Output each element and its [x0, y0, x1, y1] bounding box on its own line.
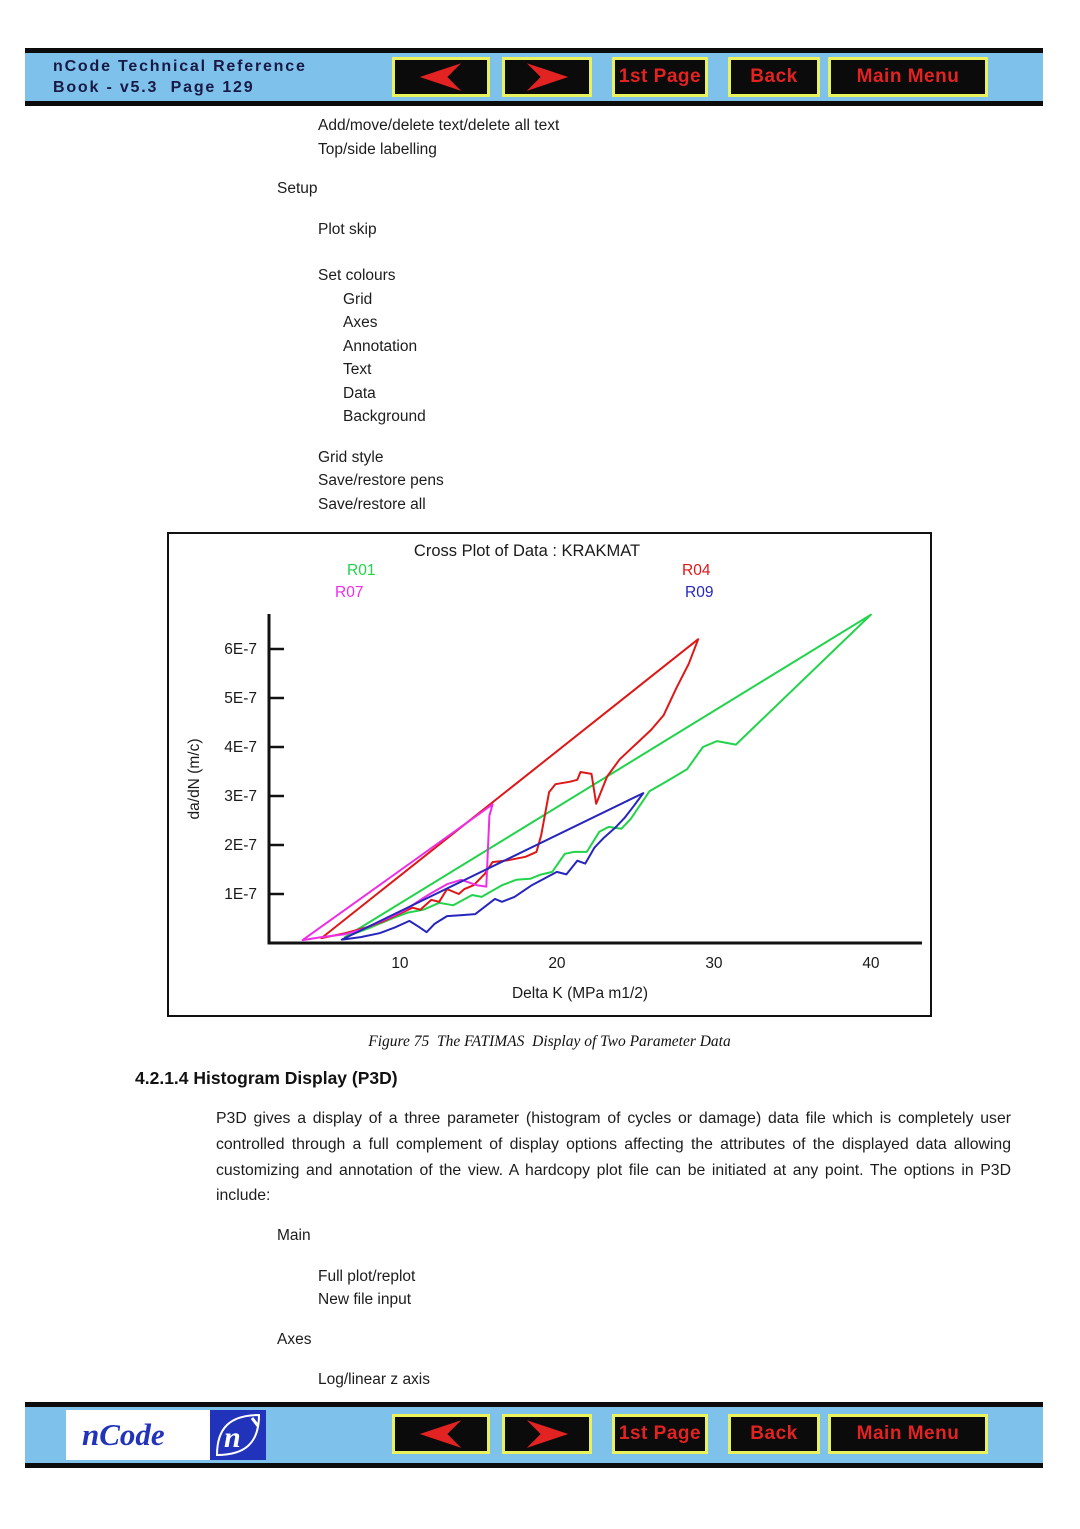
- menu-item: Axes: [277, 1330, 312, 1348]
- menu-item: Background: [343, 408, 426, 425]
- svg-text:20: 20: [548, 955, 566, 972]
- svg-text:da/dN (m/c): da/dN (m/c): [186, 738, 203, 820]
- display-options-list-bottom: [277, 1224, 430, 1392]
- back-button[interactable]: [728, 1414, 820, 1454]
- first-page-label: 1st Page: [618, 66, 702, 87]
- previous-page-button[interactable]: [392, 1414, 490, 1454]
- left-arrow-icon: [410, 60, 472, 94]
- ncode-logo: [66, 1410, 266, 1460]
- svg-text:Delta K (MPa m1/2): Delta K (MPa m1/2): [511, 985, 649, 1002]
- title-line-1: nCode Technical Reference: [53, 58, 307, 75]
- first-page-button[interactable]: [612, 1414, 708, 1454]
- svg-text:n: n: [224, 1421, 241, 1454]
- body-paragraph: P3D gives a display of a three parameter (histogram of cycles or damage) data file which is completely user controlled through a full complement of display options affecting the attributes of the displayed data allowing customizing and annotation of the view. A hardcopy plot file can be initiated at any point. The options in P3D include:: [216, 1110, 1011, 1205]
- main-menu-button[interactable]: [828, 1414, 988, 1454]
- svg-text:2E-7: 2E-7: [224, 837, 257, 854]
- footer-nav-bar: [25, 1402, 1043, 1468]
- menu-item: Top/side labelling: [318, 140, 437, 158]
- menu-item: Setup: [277, 180, 318, 197]
- svg-text:R09: R09: [685, 584, 714, 601]
- svg-text:R01: R01: [347, 562, 376, 579]
- svg-text:30: 30: [705, 955, 723, 972]
- right-arrow-icon: [516, 60, 578, 94]
- svg-text:Cross Plot of Data : KRAKMAT: Cross Plot of Data : KRAKMAT: [413, 542, 641, 560]
- main-menu-label: Main Menu: [856, 66, 960, 87]
- menu-item: Data: [343, 384, 376, 402]
- next-page-button[interactable]: [502, 57, 592, 97]
- next-page-button[interactable]: [502, 1414, 592, 1454]
- svg-text:1E-7: 1E-7: [224, 886, 257, 903]
- menu-item: Log/linear z axis: [318, 1371, 431, 1388]
- back-label: Back: [750, 1423, 798, 1444]
- back-button[interactable]: [728, 57, 820, 97]
- previous-page-button[interactable]: [392, 57, 490, 97]
- menu-item: Full plot/replot: [318, 1267, 416, 1285]
- title-line-2: Book - v5.3 Page 129: [53, 79, 255, 96]
- first-page-button[interactable]: [612, 57, 708, 97]
- svg-text:R04: R04: [682, 562, 711, 579]
- first-page-label: 1st Page: [618, 1423, 702, 1444]
- svg-text:10: 10: [391, 955, 409, 972]
- svg-text:6E-7: 6E-7: [224, 641, 257, 658]
- menu-item: Main: [277, 1227, 311, 1244]
- back-label: Back: [750, 66, 798, 87]
- ncode-logo-mark-icon: [210, 1410, 266, 1460]
- menu-item: Grid: [343, 290, 373, 308]
- page-title: [53, 56, 307, 98]
- chart-figure: [167, 532, 932, 1017]
- svg-text:5E-7: 5E-7: [224, 690, 257, 707]
- menu-item: Save/restore pens: [318, 472, 444, 489]
- ncode-logo-text: nCode: [82, 1417, 165, 1452]
- menu-item: Grid style: [318, 448, 384, 466]
- menu-item: Text: [343, 361, 372, 378]
- left-arrow-icon: [410, 1417, 472, 1451]
- menu-item: Set colours: [318, 267, 396, 284]
- main-menu-button[interactable]: [828, 57, 988, 97]
- display-options-list-top: [277, 114, 559, 516]
- menu-item: Add/move/delete text/delete all text: [318, 117, 560, 134]
- menu-item: Plot skip: [318, 220, 377, 238]
- section-heading: 4.2.1.4 Histogram Display (P3D): [135, 1068, 398, 1088]
- cross-plot-chart: [169, 534, 930, 1015]
- header-nav-bar: [25, 48, 1043, 106]
- svg-text:R07: R07: [335, 584, 364, 601]
- menu-item: Save/restore all: [318, 495, 426, 513]
- svg-text:3E-7: 3E-7: [224, 788, 257, 805]
- menu-item: New file input: [318, 1291, 412, 1308]
- svg-text:4E-7: 4E-7: [224, 739, 257, 756]
- menu-item: Annotation: [343, 337, 418, 355]
- right-arrow-icon: [516, 1417, 578, 1451]
- main-menu-label: Main Menu: [856, 1423, 960, 1444]
- menu-item: Axes: [343, 314, 378, 331]
- figure-caption: Figure 75 The FATIMAS Display of Two Parameter Data: [368, 1033, 731, 1050]
- svg-text:40: 40: [862, 955, 880, 972]
